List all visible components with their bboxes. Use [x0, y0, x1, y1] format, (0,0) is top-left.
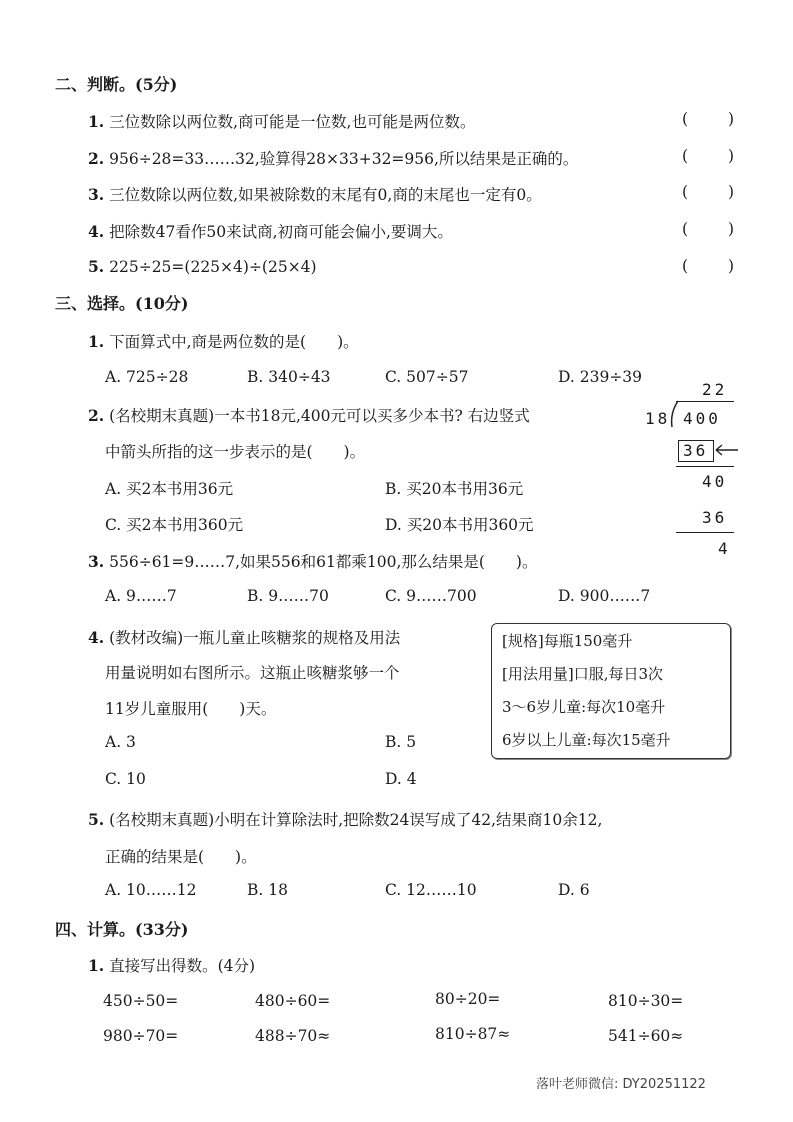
question-text: 三位数除以两位数,如果被除数的末尾有0,商的末尾也一定有0。 [109, 186, 542, 204]
question-text: 556÷61=9……7,如果556和61都乘100,那么结果是( )。 [109, 553, 538, 571]
option-a: A. 买2本书用36元 [105, 480, 234, 498]
question-number: 2. [88, 149, 105, 168]
option-a: A. 3 [105, 733, 136, 751]
spec-line: 3～6岁儿童:每次10毫升 [502, 698, 666, 716]
question-number: 1. [88, 112, 105, 131]
spec-line: [规格]每瓶150毫升 [502, 632, 633, 650]
option-a: A. 9……7 [105, 587, 177, 605]
question-number: 4. [88, 628, 105, 647]
paren-right: ) [728, 257, 735, 275]
division-step1: 36 [683, 441, 709, 460]
option-a: A. 10……12 [105, 881, 197, 899]
division-dividend: 400 [683, 409, 721, 428]
calc-q1 [88, 954, 255, 976]
spec-line: [用法用量]口服,每日3次 [502, 665, 664, 683]
question-text: 下面算式中,商是两位数的是( )。 [109, 333, 359, 351]
option-d: D. 4 [385, 770, 417, 788]
option-d: D. 买20本书用360元 [385, 516, 534, 534]
option-d: D. 6 [558, 881, 590, 899]
option-b: B. 9……70 [247, 587, 329, 605]
choice-q3 [88, 550, 537, 572]
option-c: C. 10 [105, 770, 146, 788]
question-text: 956÷28=33……32,验算得28×33+32=956,所以结果是正确的。 [109, 150, 579, 168]
calc-expression: 810÷87≈ [435, 1025, 511, 1043]
question-number: 1. [88, 332, 105, 351]
division-bar [676, 401, 734, 402]
paren-right: ) [728, 183, 735, 201]
question-text: (名校期末真题)一本书18元,400元可以买多少本书? 右边竖式 [109, 407, 530, 425]
question-number: 5. [88, 257, 105, 276]
division-remainder2: 4 [718, 539, 731, 558]
choice-q2-line1 [88, 404, 530, 426]
arrow-left-icon [712, 443, 740, 457]
judge-item [88, 183, 542, 205]
option-a: A. 725÷28 [105, 368, 189, 386]
option-c: C. 买2本书用360元 [105, 516, 244, 534]
division-bracket [668, 399, 680, 429]
option-b: B. 买20本书用36元 [385, 480, 524, 498]
paren-right: ) [728, 147, 735, 165]
choice-q1 [88, 330, 359, 352]
paren-left: ( [682, 257, 689, 275]
paren-right: ) [728, 220, 735, 238]
choice-q2-line2: 中箭头所指的这一步表示的是( )。 [105, 443, 366, 461]
paren-left: ( [682, 110, 689, 128]
calc-expression: 480÷60= [255, 992, 331, 1010]
division-divisor: 18 [645, 409, 671, 428]
option-c: C. 507÷57 [385, 368, 469, 386]
division-line [676, 532, 734, 533]
paren-left: ( [682, 183, 689, 201]
choice-q4-line3: 11岁儿童服用( )天。 [105, 700, 277, 718]
option-d: D. 239÷39 [558, 368, 643, 386]
question-text: 把除数47看作50来试商,初商可能会偏小,要调大。 [109, 223, 453, 241]
question-text: 直接写出得数。(4分) [109, 957, 256, 975]
division-remainder1: 40 [702, 472, 728, 491]
section-calc-title: 四、计算。(33分) [55, 920, 189, 939]
division-quotient: 22 [702, 380, 728, 399]
question-number: 3. [88, 552, 105, 571]
question-number: 1. [88, 956, 105, 975]
question-text: (教材改编)一瓶儿童止咳糖浆的规格及用法 [109, 629, 401, 647]
calc-expression: 980÷70= [103, 1027, 179, 1045]
question-number: 5. [88, 810, 105, 829]
judge-item [88, 257, 317, 276]
question-text: (名校期末真题)小明在计算除法时,把除数24误写成了42,结果商10余12, [109, 811, 603, 829]
spec-line: 6岁以上儿童:每次15毫升 [502, 731, 671, 749]
calc-expression: 80÷20= [435, 990, 501, 1008]
option-c: C. 12……10 [385, 881, 477, 899]
section-choice-title: 三、选择。(10分) [55, 294, 189, 313]
option-d: D. 900……7 [558, 587, 651, 605]
option-c: C. 9……700 [385, 587, 477, 605]
paren-left: ( [682, 147, 689, 165]
calc-expression: 541÷60≈ [608, 1027, 684, 1045]
judge-item [88, 110, 475, 132]
medicine-spec-box [491, 623, 731, 759]
choice-q5-line2: 正确的结果是( )。 [105, 848, 257, 866]
section-judge-title: 二、判断。(5分) [55, 75, 178, 94]
option-b: B. 5 [385, 733, 417, 751]
calc-expression: 450÷50= [103, 992, 179, 1010]
question-number: 2. [88, 406, 105, 425]
paren-left: ( [682, 220, 689, 238]
judge-item [88, 147, 578, 169]
division-step2: 36 [702, 508, 728, 527]
question-number: 3. [88, 185, 105, 204]
choice-q4-line2: 用量说明如右图所示。这瓶止咳糖浆够一个 [105, 664, 400, 682]
choice-q5-line1 [88, 808, 602, 830]
calc-expression: 810÷30= [608, 992, 684, 1010]
question-text: 225÷25=(225×4)÷(25×4) [109, 258, 317, 276]
question-number: 4. [88, 222, 105, 241]
choice-q4-line1 [88, 626, 400, 648]
calc-expression: 488÷70≈ [255, 1027, 331, 1045]
option-b: B. 18 [247, 881, 288, 899]
paren-right: ) [728, 110, 735, 128]
question-text: 三位数除以两位数,商可能是一位数,也可能是两位数。 [109, 113, 476, 131]
option-b: B. 340÷43 [247, 368, 331, 386]
division-line [676, 466, 734, 467]
judge-item [88, 220, 453, 242]
footer-contact: 落叶老师微信: DY20251122 [536, 1077, 706, 1092]
